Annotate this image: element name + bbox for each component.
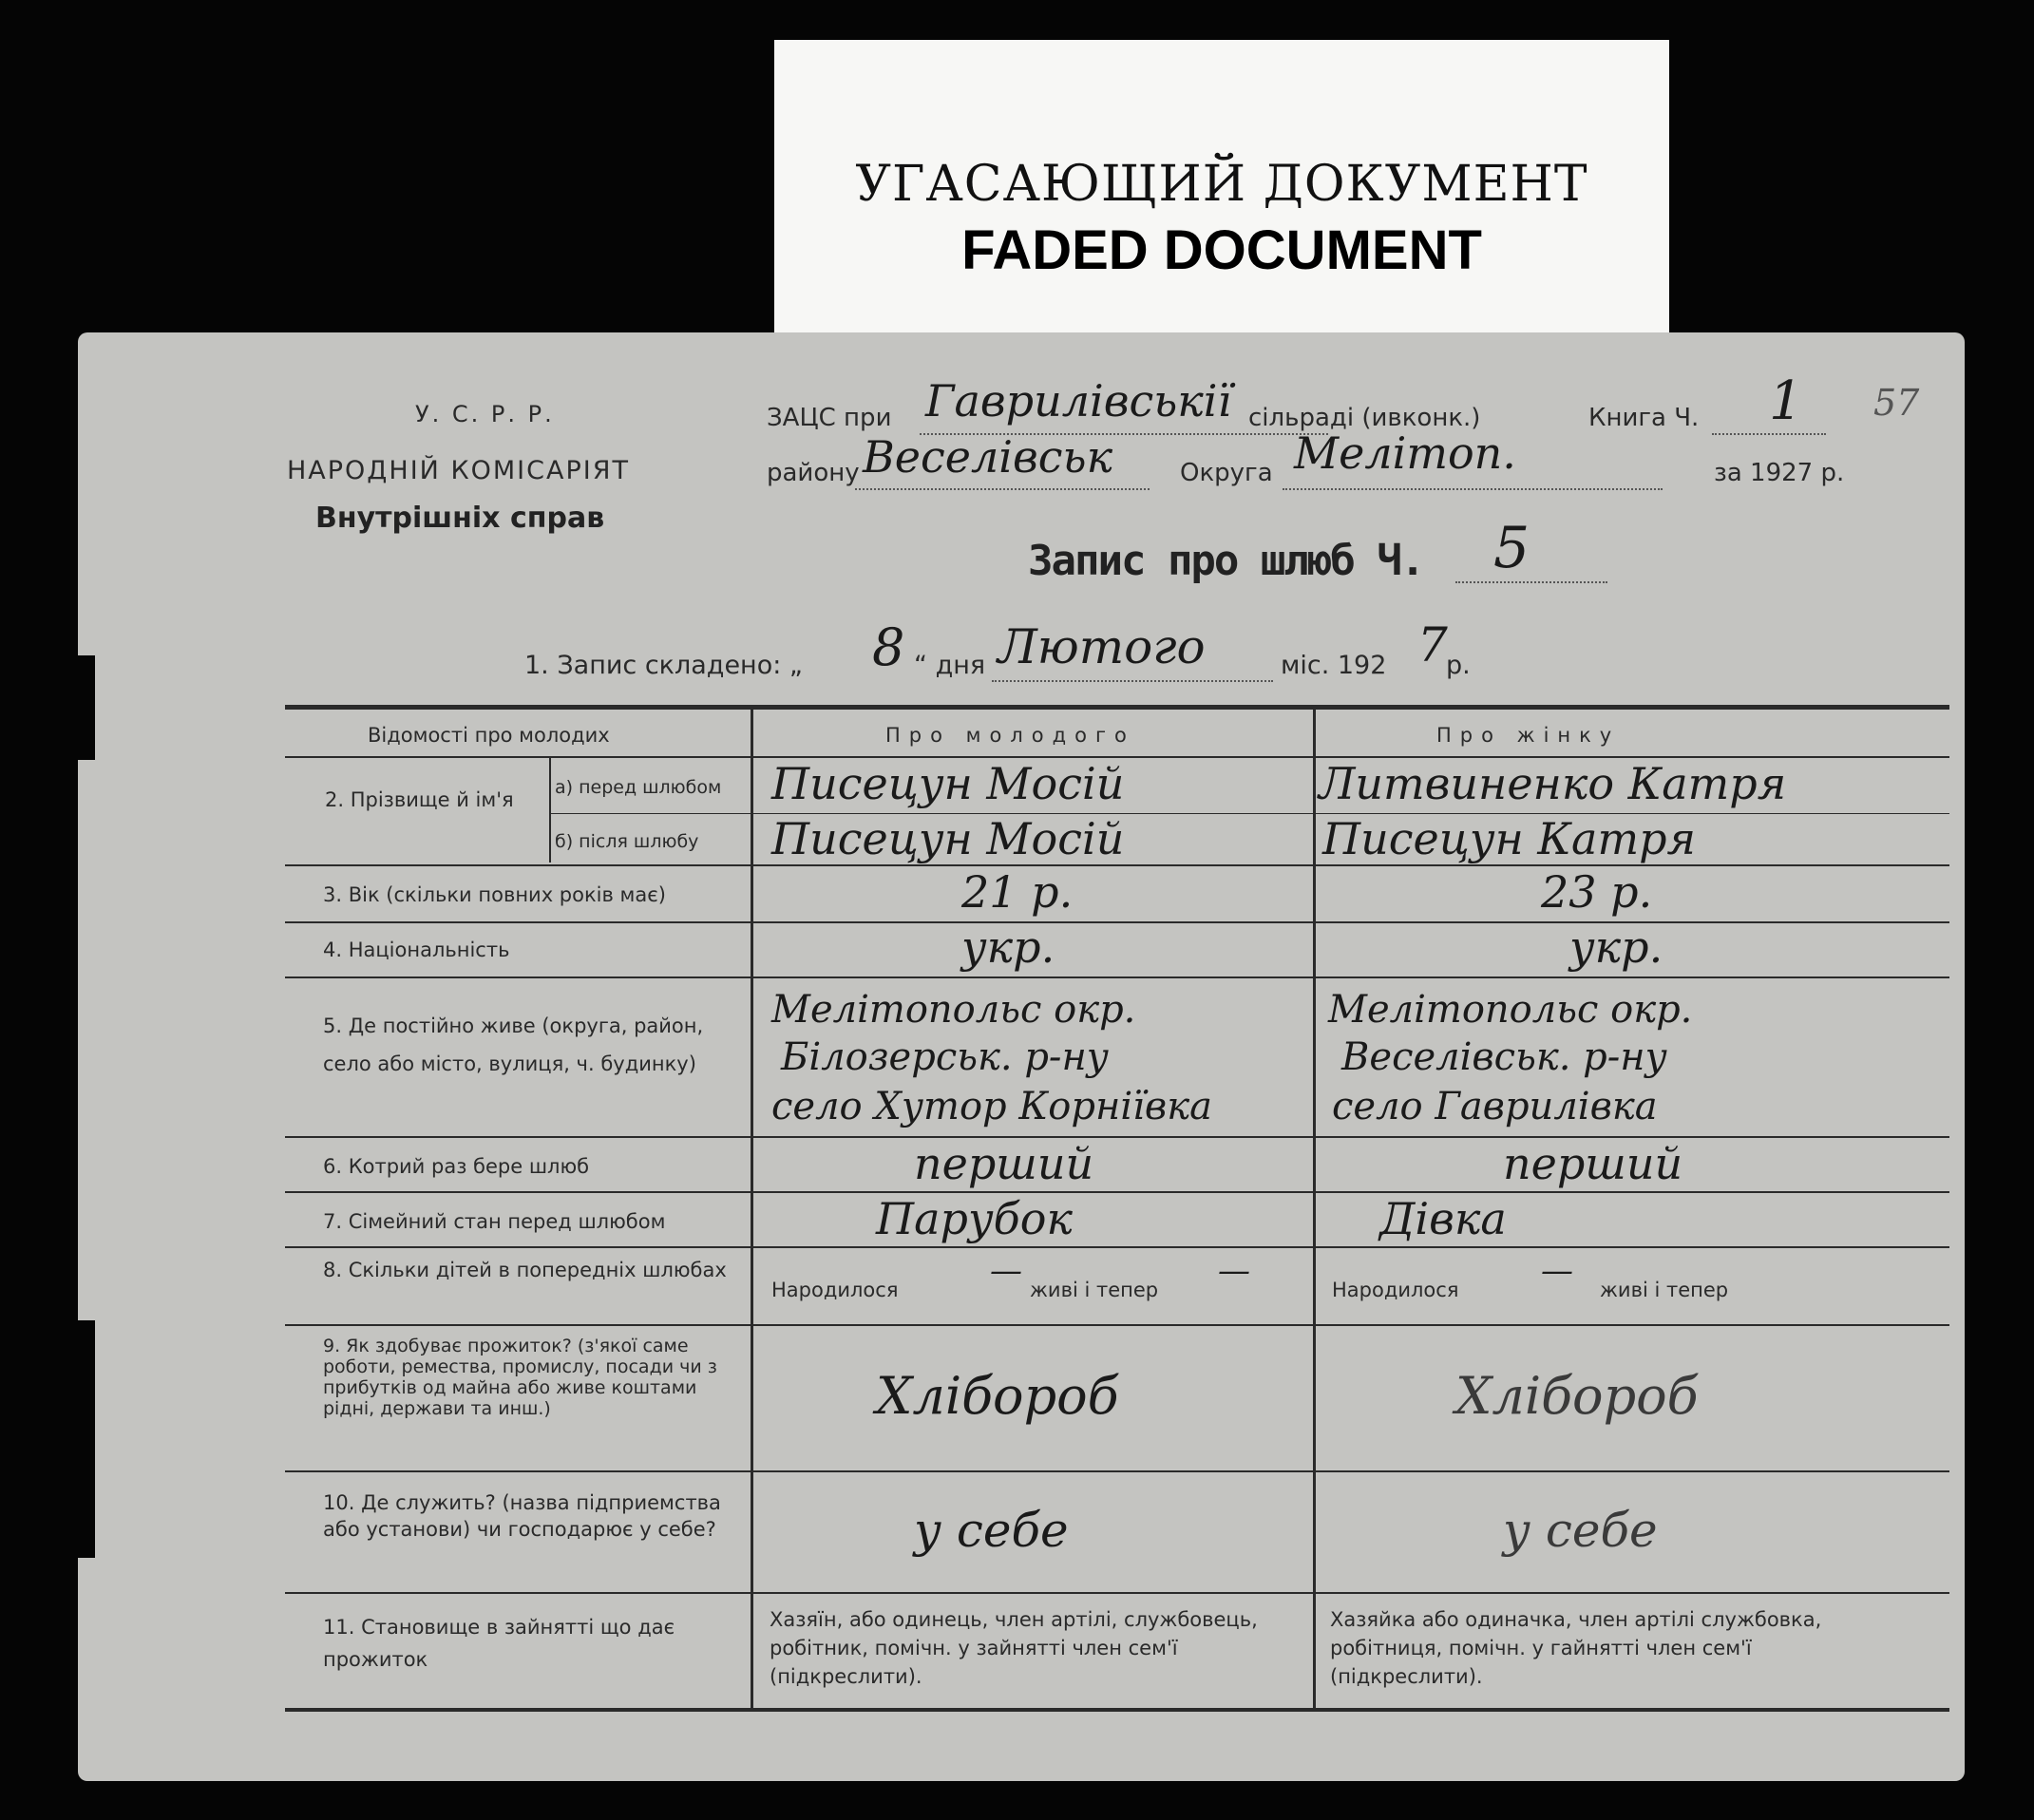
binding-hole-bottom [78, 1320, 95, 1558]
groom-name-before: Писецун Мосій [771, 758, 1125, 809]
row-label-service: 10. Де служить? (назва підприемства або установи) чи господарює у себе? [323, 1491, 721, 1541]
row-label-before: а) перед шлюбом [555, 777, 722, 798]
date-year-handwritten: 7 [1417, 617, 1448, 673]
row-label-age: 3. Вік (скільки повних років має) [323, 883, 666, 906]
faded-label-russian: УГАСАЮЩИЙ ДОКУМЕНТ [855, 156, 1588, 213]
bride-children-born-label: Народилося [1332, 1279, 1459, 1301]
date-label: 1. Запис складено: „ [524, 651, 803, 680]
table-top-rule [285, 705, 1949, 710]
groom-position: Хазяїн, або одинець, член артілі, службовець, робітник, помічн. у зайнятті член сем'ї (підкреслити). [770, 1608, 1258, 1688]
col-divider-2 [1313, 708, 1316, 1708]
ussr-heading: У. С. Р. Р. [415, 401, 555, 427]
bride-nationality: укр. [1569, 921, 1663, 973]
col-divider-inner [549, 758, 551, 863]
bride-service: у себе [1503, 1503, 1658, 1558]
commissariat-heading: НАРОДНІЙ КОМІСАРІЯТ [287, 456, 630, 485]
groom-residence-3: село Хутор Корніївка [771, 1085, 1212, 1128]
col-header-groom: Про молодого [885, 724, 1135, 747]
row-rule [549, 813, 1949, 814]
col-header-info: Відомості про молодих [368, 724, 610, 747]
book-line [1712, 433, 1826, 435]
row-label-children: 8. Скільки дітей в попередніх шлюбах [323, 1259, 727, 1281]
okrug-label: Округа [1180, 459, 1273, 487]
bride-position: Хазяйка або одиначка, член артілі службовка, робітниця, помічн. у гайнятті член сем'ї (підкреслити). [1330, 1608, 1822, 1688]
date-day-label: “ дня [914, 651, 986, 680]
bride-residence-3: село Гаврилівка [1332, 1085, 1658, 1128]
month-line [992, 680, 1273, 682]
bride-times-married: перший [1503, 1138, 1683, 1189]
groom-children-born: — [990, 1252, 1022, 1290]
bride-residence-1: Мелітопольс окр. [1328, 988, 1693, 1032]
date-month-label: міс. 192 [1281, 651, 1387, 680]
row-label-position: 11. Становище в зайнятті що дає прожиток [323, 1616, 675, 1671]
book-number-handwritten: 1 [1769, 370, 1803, 432]
row-rule [285, 1324, 1949, 1326]
zags-handwritten: Гаврилівськії [925, 375, 1232, 427]
bride-residence-2: Веселівськ. р-ну [1341, 1035, 1667, 1079]
record-number-handwritten: 5 [1493, 515, 1530, 581]
groom-name-after: Писецун Мосій [771, 813, 1125, 864]
groom-times-married: перший [914, 1138, 1094, 1189]
zags-prefix: ЗАЦС при [767, 404, 892, 432]
row-rule [285, 1246, 1949, 1248]
book-label: Книга Ч. [1588, 404, 1700, 432]
row-label-livelihood: 9. Як здобуває прожиток? (з'якої саме роботи, ремества, промислу, посади чи з прибутків од майна або живе коштами рідні, держави та инш.) [323, 1336, 717, 1419]
okrug-line [1283, 488, 1663, 490]
bride-name-after: Писецун Катря [1322, 813, 1696, 864]
col-divider-1 [751, 708, 753, 1708]
record-number-line [1455, 581, 1607, 583]
binding-hole-top [78, 655, 95, 760]
row-rule [285, 1592, 1949, 1594]
row-rule [285, 1191, 1949, 1193]
groom-residence-2: Білозерськ. р-ну [781, 1035, 1109, 1079]
row-label-status: 7. Сімейний стан перед шлюбом [323, 1210, 666, 1233]
record-title: Запис про шлюб Ч. [1028, 537, 1424, 585]
row-rule [285, 976, 1949, 978]
bride-children-alive-label: живі і тепер [1600, 1279, 1729, 1301]
table-bottom-rule [285, 1708, 1949, 1712]
council-suffix: сільраді (ивконк.) [1248, 404, 1481, 432]
okrug-handwritten: Мелітоп. [1294, 427, 1516, 479]
date-year-suffix: р. [1446, 651, 1471, 680]
date-month-handwritten: Лютого [998, 619, 1206, 674]
groom-residence-1: Мелітопольс окр. [771, 988, 1136, 1032]
bride-livelihood: Хлібороб [1455, 1366, 1699, 1426]
groom-children-born-label: Народилося [771, 1279, 899, 1301]
groom-children-alive: — [1218, 1252, 1250, 1290]
bride-age: 23 р. [1541, 866, 1653, 918]
internal-affairs-heading: Внутрішніх справ [315, 502, 605, 535]
faded-document-label [774, 40, 1669, 334]
district-handwritten: Веселівськ [863, 431, 1113, 483]
row-label-after: б) після шлюбу [555, 831, 699, 852]
groom-nationality: укр. [961, 921, 1055, 973]
row-rule [285, 1136, 1949, 1138]
faded-label-english: FADED DOCUMENT [961, 219, 1482, 281]
row-rule [285, 1470, 1949, 1472]
row-label-times: 6. Котрий раз бере шлюб [323, 1155, 590, 1178]
page-number-handwritten: 57 [1873, 382, 1920, 424]
row-label-surname: 2. Прізвище й ім'я [325, 788, 514, 811]
groom-service: у себе [914, 1503, 1069, 1558]
groom-marital-status: Парубок [876, 1193, 1073, 1244]
groom-children-alive-label: живі і тепер [1030, 1279, 1159, 1301]
district-label: району [767, 459, 860, 487]
district-line [855, 488, 1150, 490]
row-rule [285, 864, 1949, 866]
col-header-bride: Про жінку [1436, 724, 1621, 747]
row-rule [285, 921, 1949, 923]
groom-age: 21 р. [961, 866, 1074, 918]
bride-marital-status: Дівка [1379, 1193, 1507, 1244]
row-label-residence: 5. Де постійно живе (округа, район, село або місто, вулиця, ч. будинку) [323, 1014, 704, 1075]
row-label-nationality: 4. Національність [323, 938, 510, 961]
marriage-record-card [78, 332, 1965, 1781]
groom-livelihood: Хлібороб [876, 1366, 1119, 1426]
date-day-handwritten: 8 [872, 617, 905, 677]
bride-name-before: Литвиненко Катря [1319, 758, 1787, 809]
bride-children-born: — [1541, 1252, 1573, 1290]
year-label: за 1927 р. [1714, 459, 1845, 487]
